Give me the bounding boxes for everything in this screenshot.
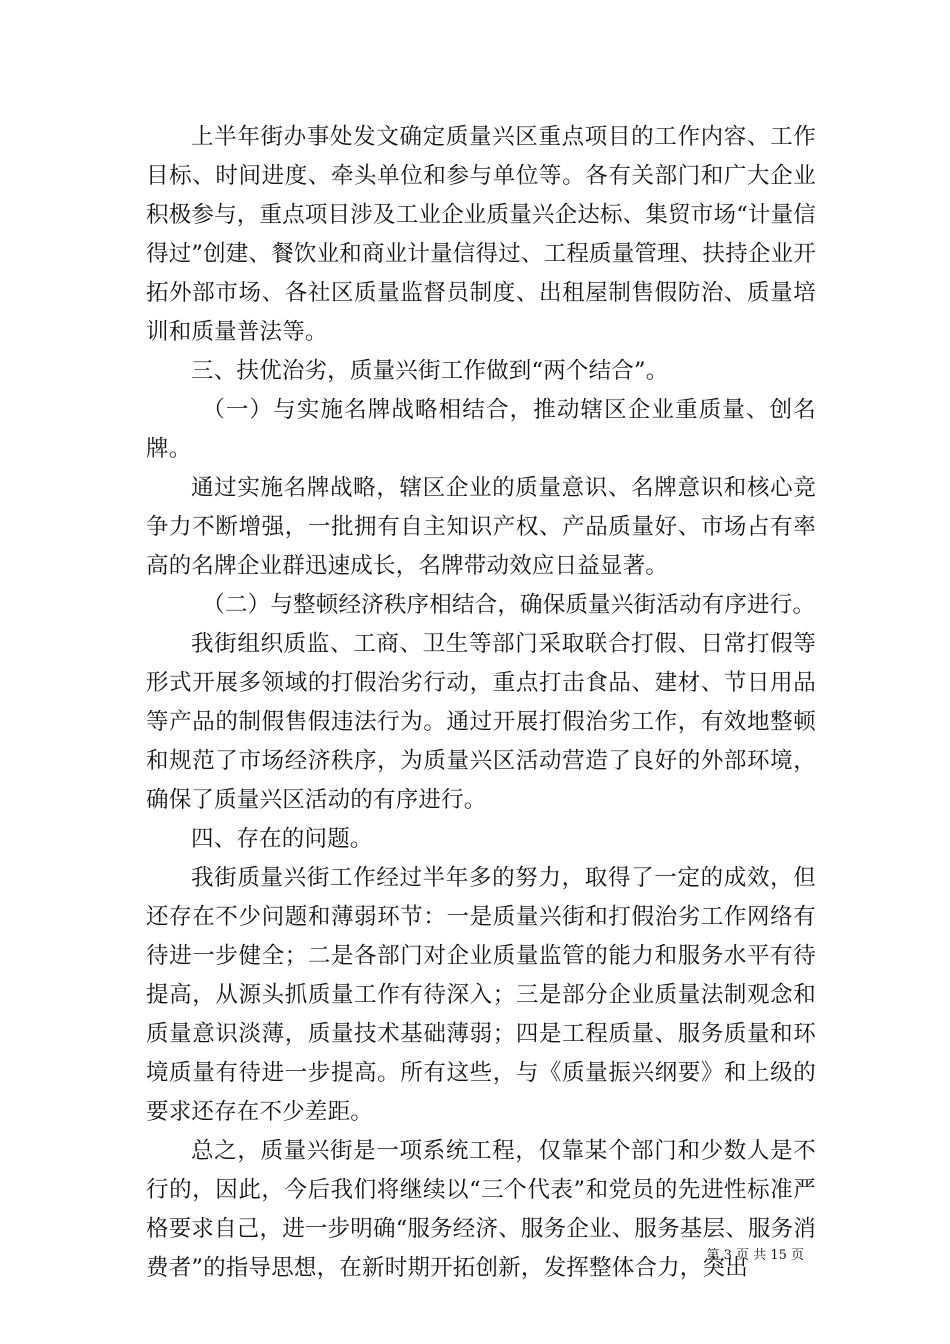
- subheading-brand-strategy: （一）与实施名牌战略相结合，推动辖区企业重质量、创名牌。: [146, 397, 816, 462]
- paragraph-problems: 我街质量兴街工作经过半年多的努力，取得了一定的成效，但还存在不少问题和薄弱环节：一是质量兴街和打假治劣工作网络有待进一步健全；二是各部门对企业质量监管的能力和服务水平有待提高，从源头抓质量工作有待深入；三是部分企业质量法制观念和质量意识淡薄，质量技术基础薄弱；四是工程质量、服务质量和环境质量有待进一步提高。所有这些，与《质量振兴纲要》和上级的要求还存在不少差距。: [146, 865, 816, 1125]
- paragraph-brand-strategy: 通过实施名牌战略，辖区企业的质量意识、名牌意识和核心竞争力不断增强，一批拥有自主知识产权、产品质量好、市场占有率高的名牌企业群迅速成长，名牌带动效应日益显著。: [146, 475, 816, 579]
- paragraph-summary: 总之，质量兴街是一项系统工程，仅靠某个部门和少数人是不行的，因此，今后我们将继续以“三个代表”和党员的先进性标准严格要求自己，进一步明确“服务经济、服务企业、服务基层、服务消费者”的指导思想，在新时期开拓创新，发挥整体合力，突出: [146, 1138, 817, 1281]
- paragraph-anti-counterfeit: 我街组织质监、工商、卫生等部门采取联合打假、日常打假等形式开展多领域的打假治劣行动，重点打击食品、建材、节日用品等产品的制假售假违法行为。通过开展打假治劣工作，有效地整顿和规范了市场经济秩序，为质量兴区活动营造了良好的外部环境，确保了质量兴区活动的有序进行。: [146, 631, 816, 813]
- subheading-economic-order: （二）与整顿经济秩序相结合，确保质量兴街活动有序进行。: [202, 592, 816, 618]
- heading-section-four: 四、存在的问题。: [191, 826, 373, 852]
- heading-section-three: 三、扶优治劣，质量兴街工作做到“两个结合”。: [191, 358, 669, 384]
- paragraph-key-projects: 上半年街办事处发文确定质量兴区重点项目的工作内容、工作目标、时间进度、牵头单位和参与单位等。各有关部门和广大企业积极参与，重点项目涉及工业企业质量兴企达标、集贸市场“计量信得过”创建、餐饮业和商业计量信得过、工程质量管理、扶持企业开拓外部市场、各社区质量监督员制度、出租屋制售假防治、质量培训和质量普法等。: [146, 124, 817, 345]
- document-body: [146, 118, 816, 1288]
- page-number-footer: 第 3 页 共 15 页: [706, 1248, 804, 1263]
